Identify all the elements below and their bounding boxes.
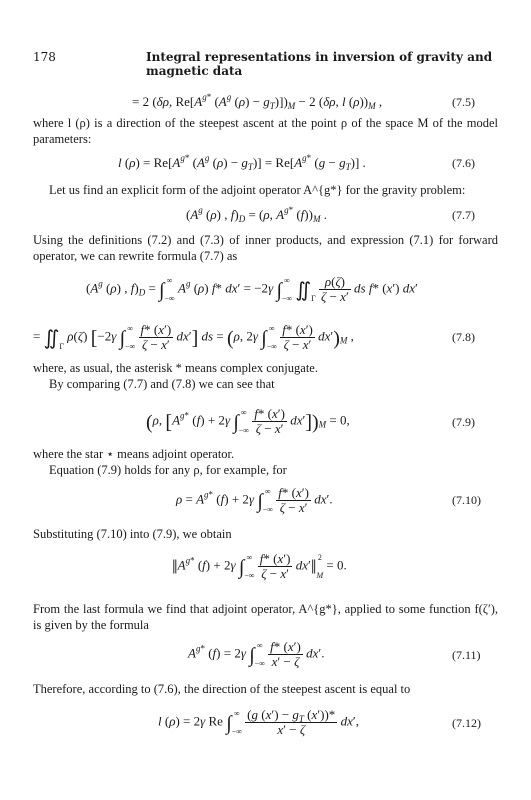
paragraph-3: Using the definitions (7.2) and (7.3) of inner products, and expression (7.1) for forward operator, we can rewrite formula (7.7) as	[33, 233, 498, 263]
equation-unnumbered: $‖A^{g*}$ (f) + 2γ ∫ ∞ −∞ $\frac{f* (x')}{\zeta - x'}$ dx′‖2 M = 0.	[172, 551, 347, 581]
paragraph-7: From the last formula we find that adjoint operator, A^{g*}, applied to some function f(ζ′), is given by the formula	[33, 602, 498, 632]
paragraph-4a: where, as usual, the asterisk * means complex conjugate.	[33, 361, 318, 375]
equation-number-7-11: (7.11)	[452, 648, 481, 662]
equation-number-7-5: (7.5)	[452, 95, 475, 109]
equation-number-7-10: (7.10)	[452, 493, 481, 507]
equation-7-9: (ρ, [$A^{g*}$ (f) + 2γ ∫ ∞ −∞ $\frac{f* (x')}{\zeta - x'}$ $dx'])_M = 0$,	[146, 406, 350, 436]
paragraph-2: Let us find an explicit form of the adjoint operator A^{g*} for the gravity problem:	[49, 183, 466, 197]
equation-number-7-8: (7.8)	[452, 330, 475, 344]
equation-7-11: $A^{g*}$ (f) = 2γ ∫ ∞ −∞ $\frac{f* (x')}{x' - \zeta}$ dx′.	[188, 639, 325, 669]
equation-7-8-line-2: = ∬ Γ ρ(ζ) [−2γ ∫ ∞ −∞ $\frac{f* (x')}{\zeta - x'}$ dx′] ds = (ρ, 2γ ∫ ∞ −∞ $\frac{f* (x')}{\zeta - x'}$ $dx')_M$ ,	[33, 322, 354, 352]
equation-7-6: l $(\rho) = Re[A^{g*}$ ($A^g$ $(\rho) - g_T)] = Re[A^{g*}$ $(g - g_T)$] .	[118, 153, 366, 172]
paragraph-1: where l (ρ) is a direction of the steepest ascent at the point ρ of the space M of the model parameters:	[33, 116, 498, 146]
page-number: 178	[33, 50, 56, 64]
equation-number-7-9: (7.9)	[452, 415, 475, 429]
equation-7-7: ($A^g$ (ρ) , $f)_D = (\rho$, $A^{g*}$ $(f))_M$ .	[186, 205, 327, 224]
equation-number-7-6: (7.6)	[452, 156, 475, 170]
paragraph-6: Substituting (7.10) into (7.9), we obtain	[33, 527, 232, 541]
paragraph-5b: Equation (7.9) holds for any ρ, for example, for	[49, 463, 287, 477]
equation-number-7-7: (7.7)	[452, 208, 475, 222]
running-title: Integral representations in inversion of gravity and magnetic data	[146, 50, 493, 78]
equation-7-5: = 2 (δρ, $Re[A^{g*}$ ($A^g$ $(\rho) - g_T)])_M - 2$ (δρ, l $(\rho))_M$ ,	[132, 92, 383, 111]
equation-7-12: l (ρ) = 2γ Re ∫ ∞ −∞ $\frac{(g (x') - g_T (x'))*}{x' - \zeta}$ dx′,	[158, 707, 359, 737]
equation-number-7-12: (7.12)	[452, 716, 481, 730]
paragraph-8: Therefore, according to (7.6), the direction of the steepest ascent is equal to	[33, 682, 411, 696]
equation-7-8-line-1: ($A^g$ (ρ) , $f)_D$ = ∫ ∞ −∞ $A^g$ (ρ) f* dx′ = −2γ ∫ ∞ −∞ ∬ Γ $\frac{\rho(\zeta)}{\zeta - x'}$ ds f* (x′) dx′	[86, 274, 418, 304]
paragraph-4b: By comparing (7.7) and (7.8) we can see that	[49, 377, 275, 391]
paragraph-5a: where the star ⋆ means adjoint operator.	[33, 447, 235, 461]
equation-7-10: $\rho = A^{g*}$ (f) + 2γ ∫ ∞ −∞ $\frac{f* (x')}{\zeta - x'}$ dx′.	[176, 485, 333, 515]
